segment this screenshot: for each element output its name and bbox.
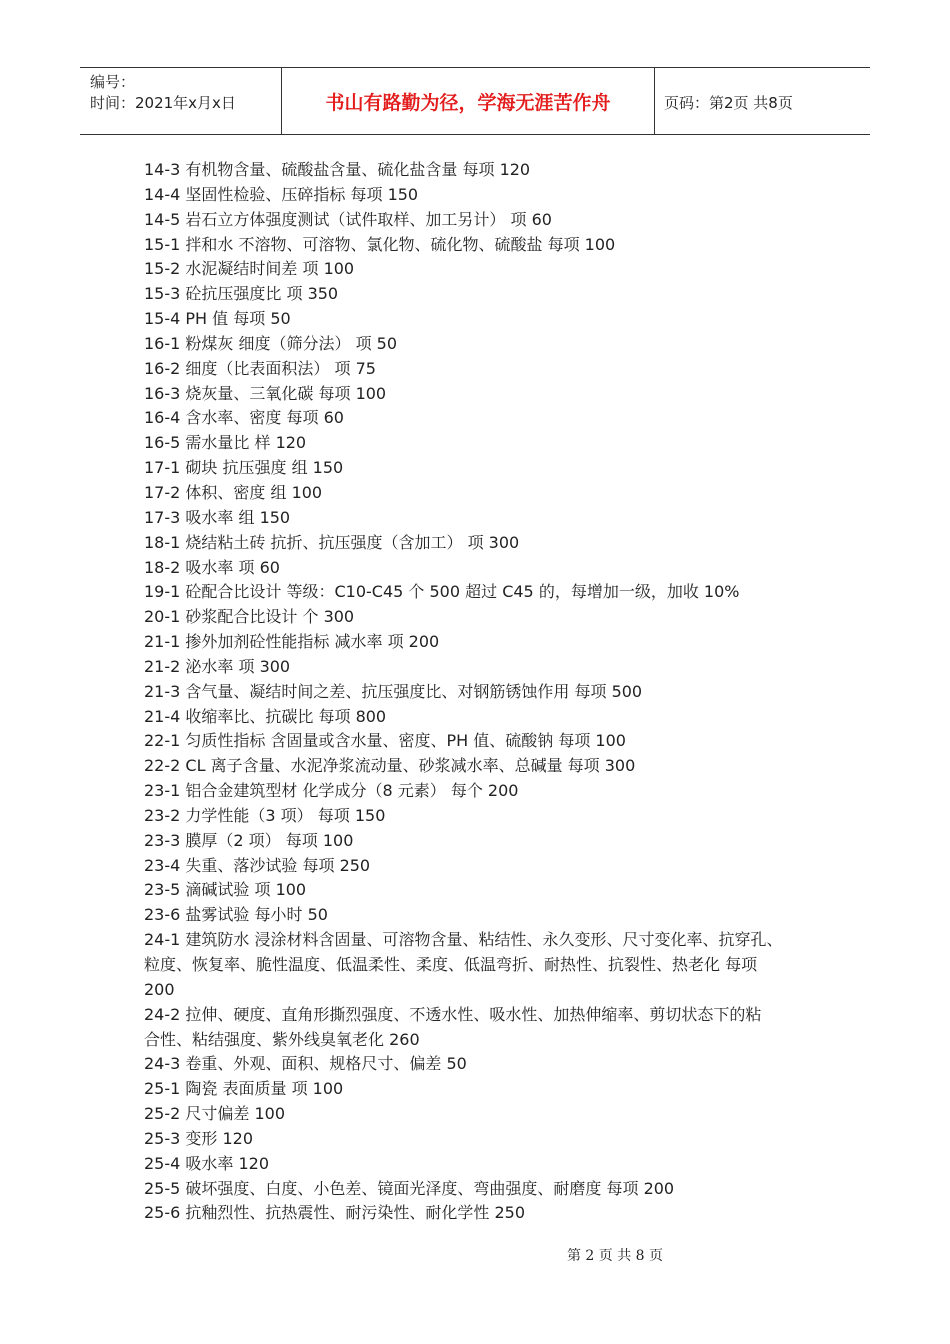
list-item: 25-1 陶瓷 表面质量 项 100 <box>144 1079 344 1099</box>
price-list <box>144 158 824 1226</box>
list-item: 19-1 砼配合比设计 等级：C10-C45 个 500 超过 C45 的，每增加一级，加收 10% <box>144 582 740 602</box>
list-item: 14-5 岩石立方体强度测试（试件取样、加工另计） 项 60 <box>144 209 552 229</box>
header-page-info: 页码：第2页 共8页 <box>664 94 793 112</box>
list-item: 18-1 烧结粘土砖 抗折、抗压强度（含加工） 项 300 <box>144 532 520 552</box>
list-item: 25-5 破坏强度、白度、小色差、镜面光泽度、弯曲强度、耐磨度 每项 200 <box>144 1178 675 1198</box>
page-header <box>80 67 870 135</box>
list-item: 17-2 体积、密度 组 100 <box>144 482 323 502</box>
list-item: 23-4 失重、落沙试验 每项 250 <box>144 855 371 875</box>
list-item: 21-2 泌水率 项 300 <box>144 656 291 676</box>
list-item: 23-6 盐雾试验 每小时 50 <box>144 905 328 925</box>
list-item: 25-3 变形 120 <box>144 1128 254 1148</box>
list-item: 23-5 滴碱试验 项 100 <box>144 880 307 900</box>
document-date-label: 时间：2021年x月x日 <box>90 94 236 112</box>
document-number-label: 编号： <box>90 73 136 91</box>
list-item: 23-3 膜厚（2 项） 每项 100 <box>144 830 354 850</box>
list-item: 22-1 匀质性指标 含固量或含水量、密度、PH 值、硫酸钠 每项 100 <box>144 731 626 751</box>
list-item: 24-1 建筑防水 浸涂材料含固量、可溶物含量、粘结性、永久变形、尺寸变化率、抗穿孔、 <box>144 930 783 950</box>
list-item: 24-3 卷重、外观、面积、规格尺寸、偏差 50 <box>144 1054 467 1074</box>
list-item: 21-1 掺外加剂砼性能指标 减水率 项 200 <box>144 632 440 652</box>
list-item: 15-1 拌和水 不溶物、可溶物、氯化物、硫化物、硫酸盐 每项 100 <box>144 234 616 254</box>
list-item: 15-3 砼抗压强度比 项 350 <box>144 284 339 304</box>
list-item: 25-6 抗釉烈性、抗热震性、耐污染性、耐化学性 250 <box>144 1203 526 1223</box>
header-divider <box>654 68 655 135</box>
list-item: 14-3 有机物含量、硫酸盐含量、硫化盐含量 每项 120 <box>144 160 531 179</box>
list-item: 23-1 铝合金建筑型材 化学成分（8 元素） 每个 200 <box>144 781 519 801</box>
list-item: 16-1 粉煤灰 细度（筛分法） 项 50 <box>144 333 398 353</box>
list-item: 17-1 砌块 抗压强度 组 150 <box>144 458 344 478</box>
list-item: 22-2 CL 离子含量、水泥净浆流动量、砂浆减水率、总碱量 每项 300 <box>144 756 636 776</box>
list-item: 16-3 烧灰量、三氧化碳 每项 100 <box>144 383 387 403</box>
list-item: 25-2 尺寸偏差 100 <box>144 1104 286 1124</box>
list-item: 15-2 水泥凝结时间差 项 100 <box>144 259 355 279</box>
list-item: 23-2 力学性能（3 项） 每项 150 <box>144 805 386 825</box>
list-item: 21-3 含气量、凝结时间之差、抗压强度比、对钢筋锈蚀作用 每项 500 <box>144 681 643 701</box>
list-item: 18-2 吸水率 项 60 <box>144 557 280 577</box>
list-item: 16-2 细度（比表面积法） 项 75 <box>144 358 376 378</box>
header-meta <box>90 72 280 114</box>
list-item: 17-3 吸水率 组 150 <box>144 507 291 527</box>
list-item-continuation: 200 <box>144 979 175 999</box>
list-item-continuation: 合性、粘结强度、紫外线臭氧老化 260 <box>144 1029 420 1049</box>
list-item-continuation: 粒度、恢复率、脆性温度、低温柔性、柔度、低温弯折、耐热性、抗裂性、热老化 每项 <box>144 955 758 974</box>
list-item: 15-4 PH 值 每项 50 <box>144 309 291 329</box>
header-motto: 书山有路勤为径，学海无涯苦作舟 <box>325 92 611 114</box>
list-item: 14-4 坚固性检验、压碎指标 每项 150 <box>144 184 419 204</box>
list-item: 25-4 吸水率 120 <box>144 1153 270 1173</box>
page-footer: 第 2 页 共 8 页 <box>566 1248 664 1264</box>
list-item: 16-4 含水率、密度 每项 60 <box>144 408 344 428</box>
list-item: 20-1 砂浆配合比设计 个 300 <box>144 607 355 627</box>
list-item: 24-2 拉伸、硬度、直角形撕烈强度、不透水性、吸水性、加热伸缩率、剪切状态下的粘 <box>144 1004 762 1024</box>
list-item: 16-5 需水量比 样 120 <box>144 433 307 453</box>
list-item: 21-4 收缩率比、抗碳比 每项 800 <box>144 706 387 726</box>
